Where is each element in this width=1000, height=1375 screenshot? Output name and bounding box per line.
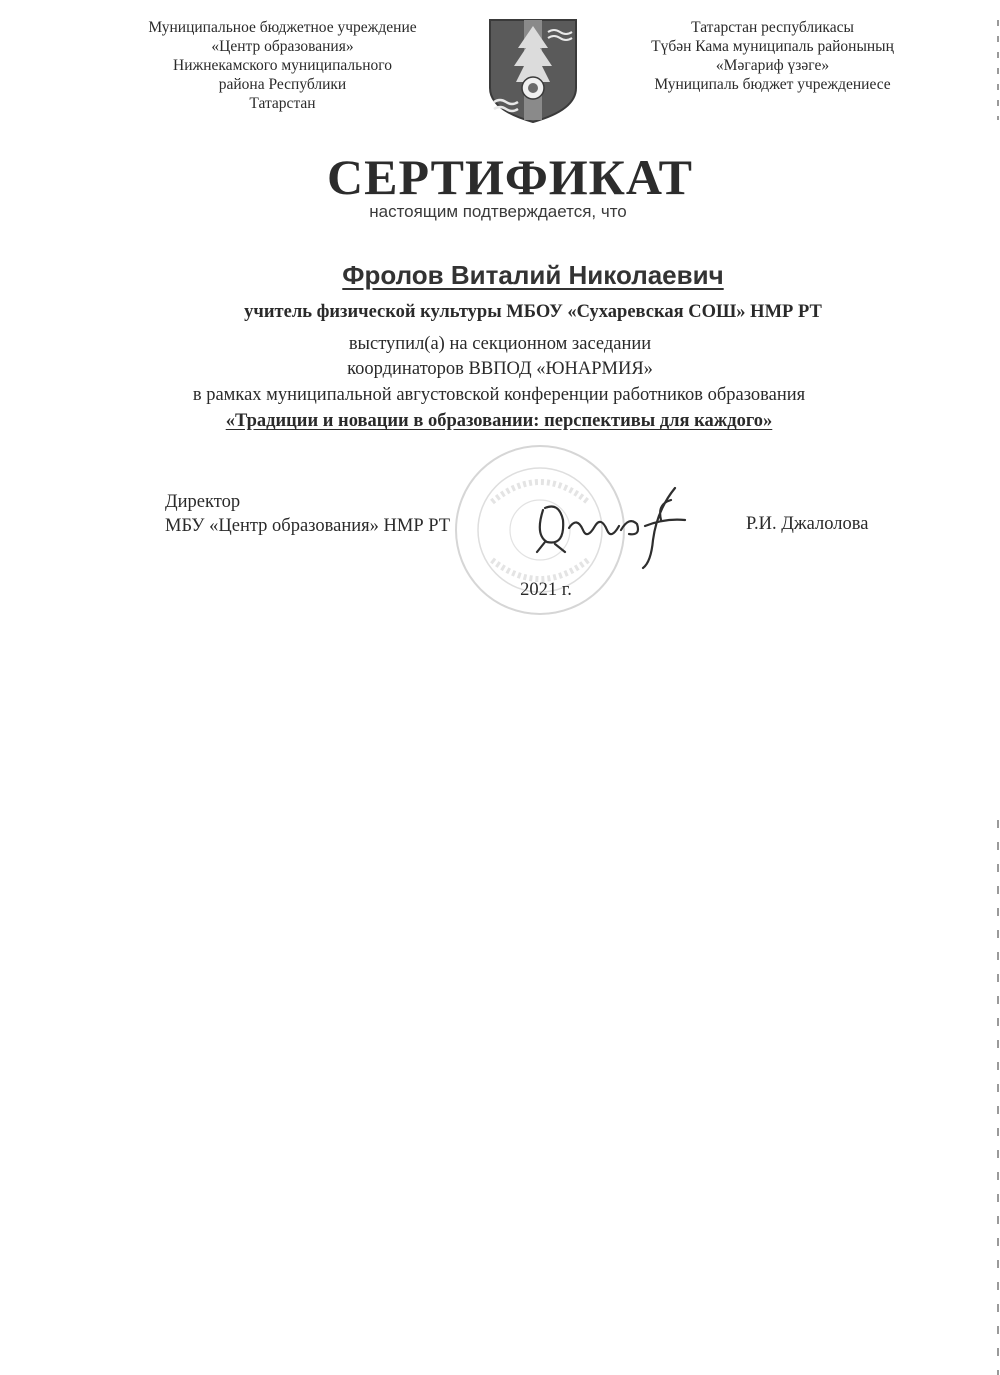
signer-position: [165, 490, 450, 538]
header-left-line: Нижнекамского муниципального: [173, 57, 392, 74]
certificate-title: СЕРТИФИКАТ: [326, 149, 693, 205]
body-line: координаторов ВВПОД «ЮНАРМИЯ»: [347, 359, 653, 379]
header-right-line: Татарстан республикасы: [691, 19, 854, 36]
certificate-subtitle: настоящим подтверждается, что: [369, 202, 627, 221]
signer-title-line: МБУ «Центр образования» НМР РТ: [165, 516, 451, 536]
body-line: выступил(а) на секционном заседании: [348, 334, 652, 354]
header-left-organization: [110, 18, 455, 113]
header-left-line: «Центр образования»: [211, 38, 354, 55]
handwritten-signature-icon: [525, 480, 695, 570]
header-right-line: Түбән Кама муниципаль районының: [651, 38, 894, 55]
header-right-line: Муниципаль бюджет учреждениесе: [654, 76, 891, 93]
header-right-organization: [605, 18, 940, 94]
coat-of-arms-icon: [488, 18, 578, 124]
header-right-line: «Мәгариф үзәге»: [715, 57, 830, 74]
signer-name: Р.И. Джалолова: [746, 514, 869, 534]
header-left-line: района Республики: [218, 76, 347, 93]
header-left-line: Татарстан: [249, 95, 316, 112]
body-line: в рамках муниципальной августовской конференции работников образования: [192, 385, 806, 405]
recipient-position: учитель физической культуры МБОУ «Сухаревская СОШ» НМР РТ: [244, 302, 822, 322]
scan-edge-marks: [996, 0, 1000, 1375]
header-left-line: Муниципальное бюджетное учреждение: [148, 19, 417, 36]
issue-year: 2021 г.: [520, 580, 572, 600]
recipient-name: Фролов Виталий Николаевич: [342, 260, 724, 290]
signer-title-line: Директор: [165, 492, 241, 512]
conference-topic: «Традиции и новации в образовании: перспективы для каждого»: [225, 411, 773, 431]
